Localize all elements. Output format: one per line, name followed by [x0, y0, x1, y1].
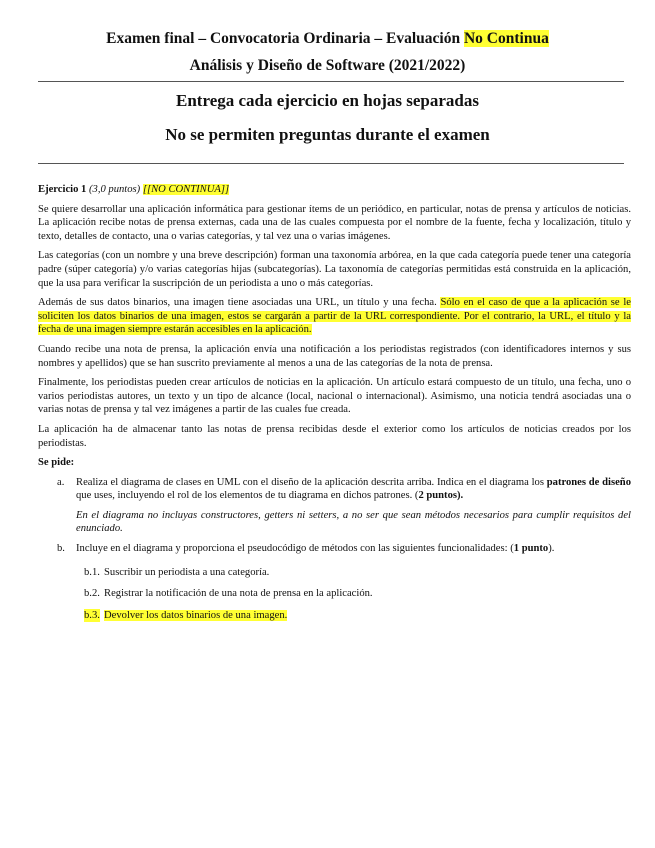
- item-a: [38, 476, 631, 503]
- item-b-text-1: Incluye en el diagrama y proporciona el pseudocódigo de métodos con las siguientes funcionalidades: (: [76, 543, 514, 555]
- item-b-label: b.: [57, 543, 65, 555]
- item-b2-text: Registrar la notificación de una nota de prensa en la aplicación.: [104, 588, 373, 600]
- paragraph-3-plain: Además de sus datos binarios, una imagen tiene asociadas una URL, un título y una fecha.: [38, 297, 441, 309]
- item-a-label: a.: [57, 476, 65, 488]
- se-pide-text: Se pide:: [38, 457, 75, 469]
- exam-title-text: Examen final – Convocatoria Ordinaria – Evaluación: [106, 30, 464, 47]
- item-a-text-1: Realiza el diagrama de clases en UML con el diseño de la aplicación descrita arriba. Indica en el diagrama los: [76, 476, 547, 488]
- top-divider: [38, 81, 624, 82]
- item-a-text-2: que uses, incluyendo el rol de los elementos de tu diagrama en dichos patrones. (: [76, 490, 419, 502]
- paragraph-1: Se quiere desarrollar una aplicación informática para gestionar ítems de un periódico, en particular, notas de prensa y artículos de noticias. La aplicación recibe notas de prensa externas, cada una de las cuales compuesta por el nombre de la fuente, fecha y localización, título y texto, detalles de contacto, una o varias categorías, y tal vez una o varias imágenes.: [38, 203, 631, 242]
- paragraph-4: Cuando recibe una nota de prensa, la aplicación envía una notificación a los periodistas registrados (con identificadores internos y sus nombres y apellidos) que se han suscrito previamente al menos a una de las categorías de la nota de prensa.: [38, 343, 631, 369]
- paragraph-6: La aplicación ha de almacenar tanto las notas de prensa recibidas desde el exterior como los artículos de noticias creados por los periodistas.: [38, 423, 631, 449]
- item-b3-label: b.3.: [84, 609, 100, 621]
- paragraph-3-highlight: Sólo en el caso de que a la aplicación se le soliciten los datos binarios de una imagen, estos se cargarán a partir de la URL correspondiente. Por el contrario, la URL, el título y la fecha de una imagen siempre estarán accesibles en la aplicación.: [38, 297, 631, 336]
- exercise-body: [38, 183, 631, 630]
- item-a-points: 2 puntos).: [418, 490, 464, 502]
- item-b3: [38, 609, 631, 623]
- item-b-text-2: ).: [548, 543, 555, 555]
- item-a-note: En el diagrama no incluyas constructores, getters ni setters, a no ser que sean métodos necesarios para cumplir requisitos del enunciado.: [76, 509, 631, 535]
- bottom-divider: [38, 163, 624, 164]
- item-b1: [38, 566, 631, 580]
- item-b1-label: b.1.: [84, 566, 100, 578]
- exercise-title: [38, 183, 631, 197]
- evaluation-type-highlight: No Continua: [463, 30, 549, 47]
- paragraph-5: Finalmente, los periodistas pueden crear artículos de noticias en la aplicación. Un artículo estará compuesto de un título, una fecha, uno o varios periodistas autores, un texto y un tipo de alcance (local, nacional o internacional). Asimismo, una noticia tendrá asociadas una o varias notas de prensa y tal vez imágenes a partir de las cuales fue creada.: [38, 377, 631, 416]
- exam-title: [0, 30, 655, 48]
- exercise-tag: [[NO CONTINUA]]: [142, 184, 230, 195]
- item-b2-label: b.2.: [84, 588, 100, 600]
- item-b-points: 1 punto: [513, 543, 549, 555]
- item-b3-text: Devolver los datos binarios de una imagen.: [104, 609, 288, 621]
- se-pide-heading: [38, 456, 631, 470]
- instruction-separate-sheets: Entrega cada ejercicio en hojas separadas: [176, 91, 479, 110]
- item-a-patterns: patrones de diseño: [546, 476, 631, 488]
- exercise-points: (3,0 puntos): [89, 184, 141, 195]
- exercise-number: Ejercicio 1: [38, 184, 87, 195]
- item-b: [38, 542, 631, 556]
- course-title: Análisis y Diseño de Software (2021/2022): [189, 57, 466, 74]
- paragraph-2: Las categorías (con un nombre y una breve descripción) forman una taxonomía arbórea, en la que cada categoría puede tener una categoría padre (súper categoría) y/o varias categorías hijas (subcategorías). La taxonomía de categorías permitidas está construida en la aplicación, que la usa para verificar la suscripción de un periodista a uno o más categorías.: [38, 250, 631, 289]
- item-b2: [38, 587, 631, 601]
- instruction-no-questions: No se permiten preguntas durante el examen: [165, 125, 490, 144]
- paragraph-3: [38, 296, 631, 337]
- item-b1-text: Suscribir un periodista a una categoría.: [104, 566, 270, 578]
